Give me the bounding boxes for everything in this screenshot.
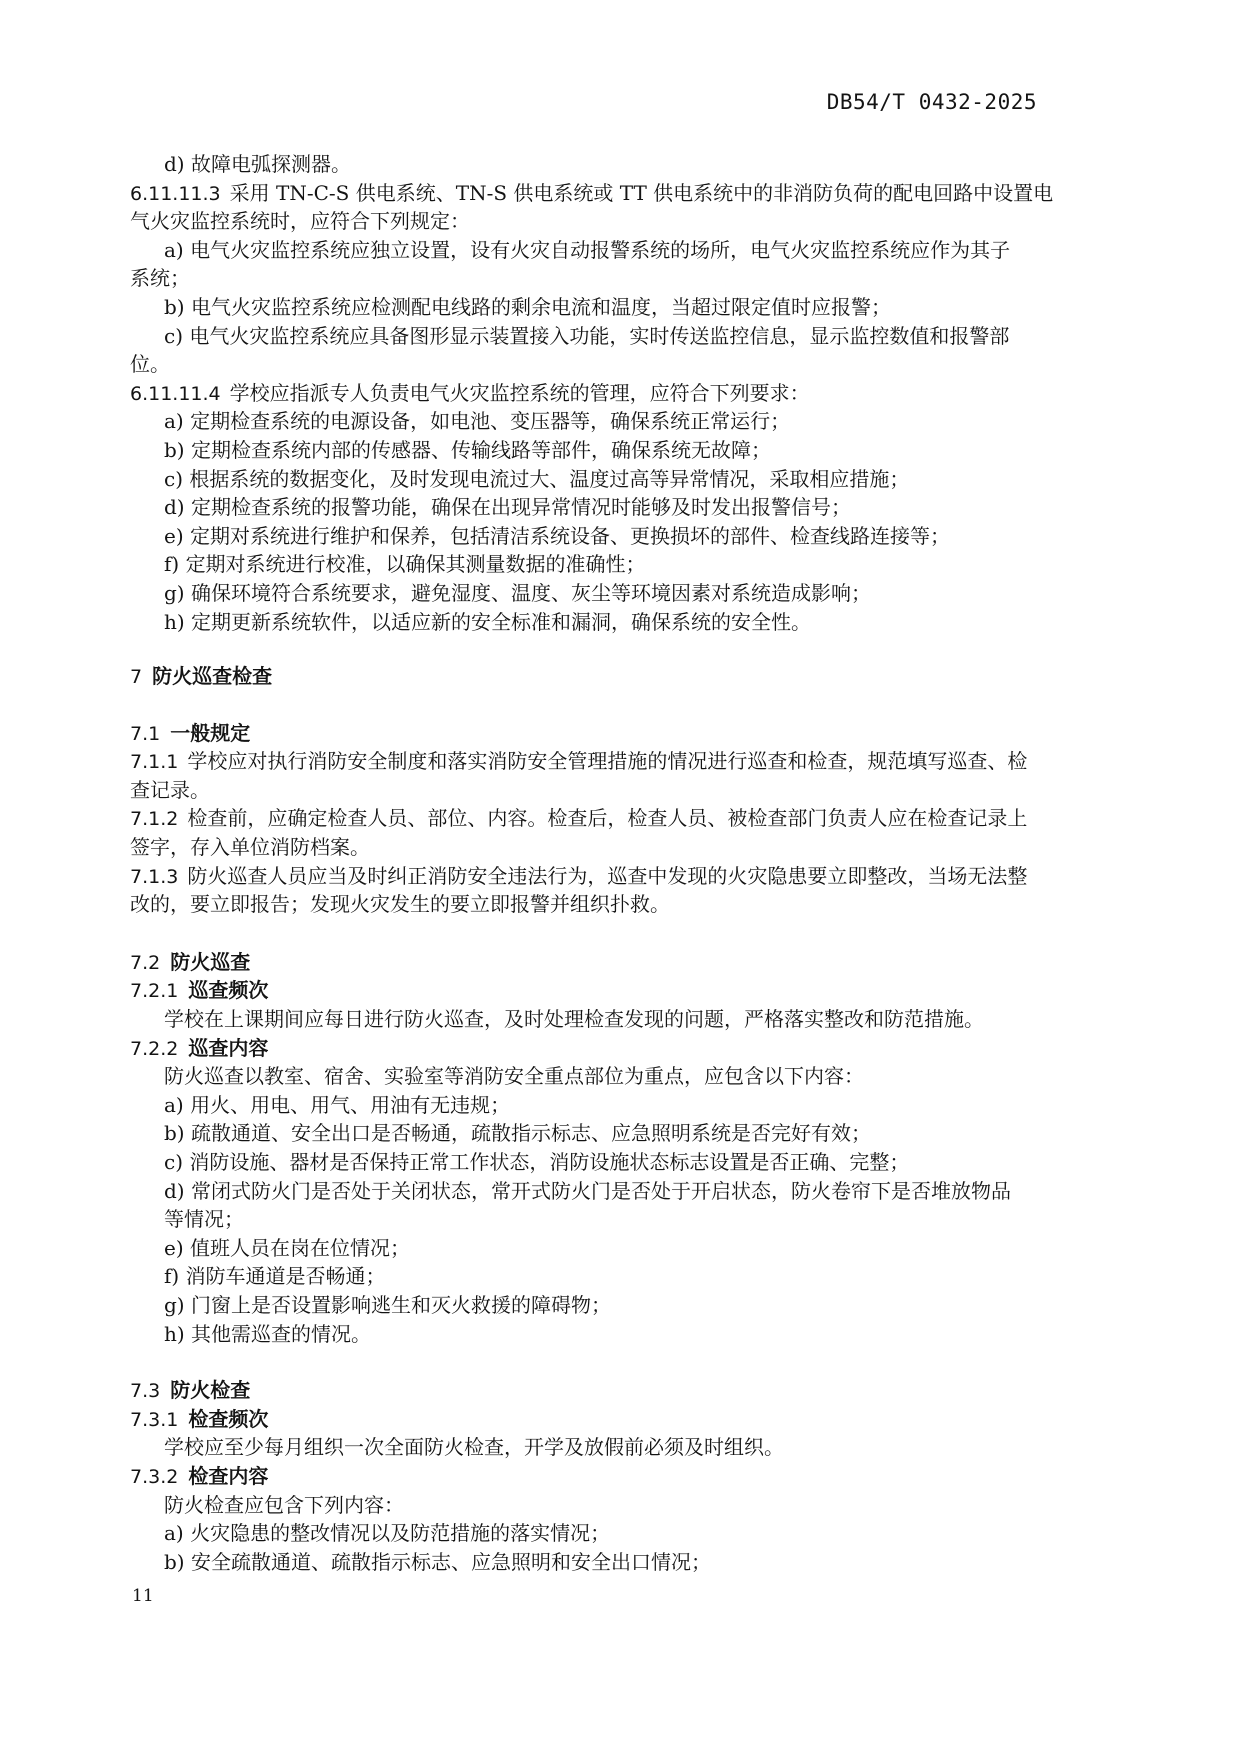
section-title: 防火检查 <box>170 1378 251 1403</box>
text-line: e) 值班人员在岗在位情况； <box>164 1235 410 1260</box>
clause-line <box>130 747 1125 776</box>
standard-number: DB54/T 0432-2025 <box>826 90 1037 114</box>
text-line: a) 用火、用电、用气、用油有无违规； <box>164 1092 511 1117</box>
section-number: 7.1 <box>130 722 161 745</box>
clause-line <box>130 804 1125 833</box>
text-line: d) 故障电弧探测器。 <box>164 152 351 176</box>
clause-text: 检查前，应确定检查人员、部位、内容。检查后，检查人员、被检查部门负责人应在检查记录上 <box>187 806 1028 831</box>
clause-number: 7.1.2 <box>130 808 179 831</box>
text-line: b) 电气火灾监控系统应检测配电线路的剩余电流和温度，当超过限定值时应报警； <box>164 294 891 319</box>
text-line: c) 电气火灾监控系统应具备图形显示装置接入功能，实时传送监控信息，显示监控数值和报警部 <box>164 323 1010 348</box>
text-line: 系统； <box>130 266 190 291</box>
text-line: a) 火灾隐患的整改情况以及防范措施的落实情况； <box>164 1521 611 1546</box>
clause-text: 学校应指派专人负责电气火灾监控系统的管理，应符合下列要求： <box>229 380 810 405</box>
clause-line <box>130 862 1125 891</box>
section-heading <box>130 948 1125 977</box>
text-line: 气火灾监控系统时，应符合下列规定： <box>130 209 470 234</box>
section-heading <box>130 1376 1125 1405</box>
clause-line <box>130 179 1125 208</box>
page-number: 11 <box>132 1586 154 1606</box>
section-title: 一般规定 <box>170 720 251 745</box>
text-line: f) 定期对系统进行校准，以确保其测量数据的准确性； <box>164 552 646 577</box>
section-number: 7.2.1 <box>130 980 179 1003</box>
text-line: 位。 <box>130 352 170 377</box>
text-line: 等情况； <box>164 1207 244 1232</box>
text-line: 签字，存入单位消防档案。 <box>130 835 370 860</box>
text-line: g) 确保环境符合系统要求，避免湿度、温度、灰尘等环境因素对系统造成影响； <box>164 580 871 605</box>
section-title: 巡查频次 <box>188 978 269 1003</box>
clause-number: 7.1.3 <box>130 865 179 888</box>
text-line: a) 定期检查系统的电源设备，如电池、变压器等，确保系统正常运行； <box>164 409 791 434</box>
text-line: b) 定期检查系统内部的传感器、传输线路等部件，确保系统无故障； <box>164 437 771 462</box>
text-line: d) 定期检查系统的报警功能，确保在出现异常情况时能够及时发出报警信号； <box>164 495 851 520</box>
clause-line <box>130 379 1125 408</box>
clause-number: 6.11.11.4 <box>130 382 221 405</box>
section-title: 检查频次 <box>188 1406 269 1431</box>
section-number: 7.3.2 <box>130 1465 179 1488</box>
section-heading <box>130 1462 1125 1491</box>
text-line: h) 其他需巡查的情况。 <box>164 1321 372 1346</box>
clause-text: 采用 TN-C-S 供电系统、TN-S 供电系统或 TT 供电系统中的非消防负荷的配电回路中设置电 <box>229 180 1054 205</box>
section-heading <box>130 662 1125 691</box>
text-line: 查记录。 <box>130 777 210 802</box>
text-line: h) 定期更新系统软件，以适应新的安全标准和漏洞，确保系统的安全性。 <box>164 609 812 634</box>
section-heading <box>130 976 1125 1005</box>
text-line: 改的，要立即报告；发现火灾发生的要立即报警并组织扑救。 <box>130 892 670 917</box>
clause-number: 7.1.1 <box>130 751 179 774</box>
text-line: g) 门窗上是否设置影响逃生和灭火救援的障碍物； <box>164 1292 611 1317</box>
text-line: 学校应至少每月组织一次全面防火检查，开学及放假前必须及时组织。 <box>164 1435 784 1460</box>
text-line: e) 定期对系统进行维护和保养，包括清洁系统设备、更换损坏的部件、检查线路连接等； <box>164 523 950 548</box>
section-number: 7 <box>130 666 143 689</box>
section-heading <box>130 719 1125 748</box>
section-number: 7.2 <box>130 951 161 974</box>
clause-text: 学校应对执行消防安全制度和落实消防安全管理措施的情况进行巡查和检查，规范填写巡查、检 <box>187 749 1028 774</box>
clause-text: 防火巡查人员应当及时纠正消防安全违法行为，巡查中发现的火灾隐患要立即整改，当场无法整 <box>187 863 1028 888</box>
text-line: a) 电气火灾监控系统应独立设置，设有火灾自动报警系统的场所，电气火灾监控系统应作为其子 <box>164 237 1011 262</box>
document-body <box>130 150 1125 1576</box>
text-line: c) 根据系统的数据变化，及时发现电流过大、温度过高等异常情况，采取相应措施； <box>164 466 910 491</box>
text-line: b) 安全疏散通道、疏散指示标志、应急照明和安全出口情况； <box>164 1549 711 1574</box>
section-heading <box>130 1405 1125 1434</box>
text-line: c) 消防设施、器材是否保持正常工作状态，消防设施状态标志设置是否正确、完整； <box>164 1150 910 1174</box>
section-number: 7.3 <box>130 1380 161 1403</box>
section-number: 7.2.2 <box>130 1037 179 1060</box>
section-heading <box>130 1034 1125 1063</box>
text-line: 学校在上课期间应每日进行防火巡查，及时处理检查发现的问题，严格落实整改和防范措施。 <box>164 1007 984 1032</box>
text-line: 防火检查应包含下列内容： <box>164 1492 404 1517</box>
section-number: 7.3.1 <box>130 1408 179 1431</box>
clause-number: 6.11.11.3 <box>130 182 221 205</box>
section-title: 防火巡查检查 <box>152 664 273 689</box>
text-line: d) 常闭式防火门是否处于关闭状态，常开式防火门是否处于开启状态，防火卷帘下是否堆放物品 <box>164 1178 1011 1203</box>
section-title: 防火巡查 <box>170 949 251 974</box>
text-line: 防火巡查以教室、宿舍、实验室等消防安全重点部位为重点，应包含以下内容： <box>164 1064 864 1089</box>
section-title: 巡查内容 <box>188 1035 269 1060</box>
text-line: f) 消防车通道是否畅通； <box>164 1264 386 1289</box>
section-title: 检查内容 <box>188 1463 269 1488</box>
text-line: b) 疏散通道、安全出口是否畅通，疏散指示标志、应急照明系统是否完好有效； <box>164 1121 871 1146</box>
